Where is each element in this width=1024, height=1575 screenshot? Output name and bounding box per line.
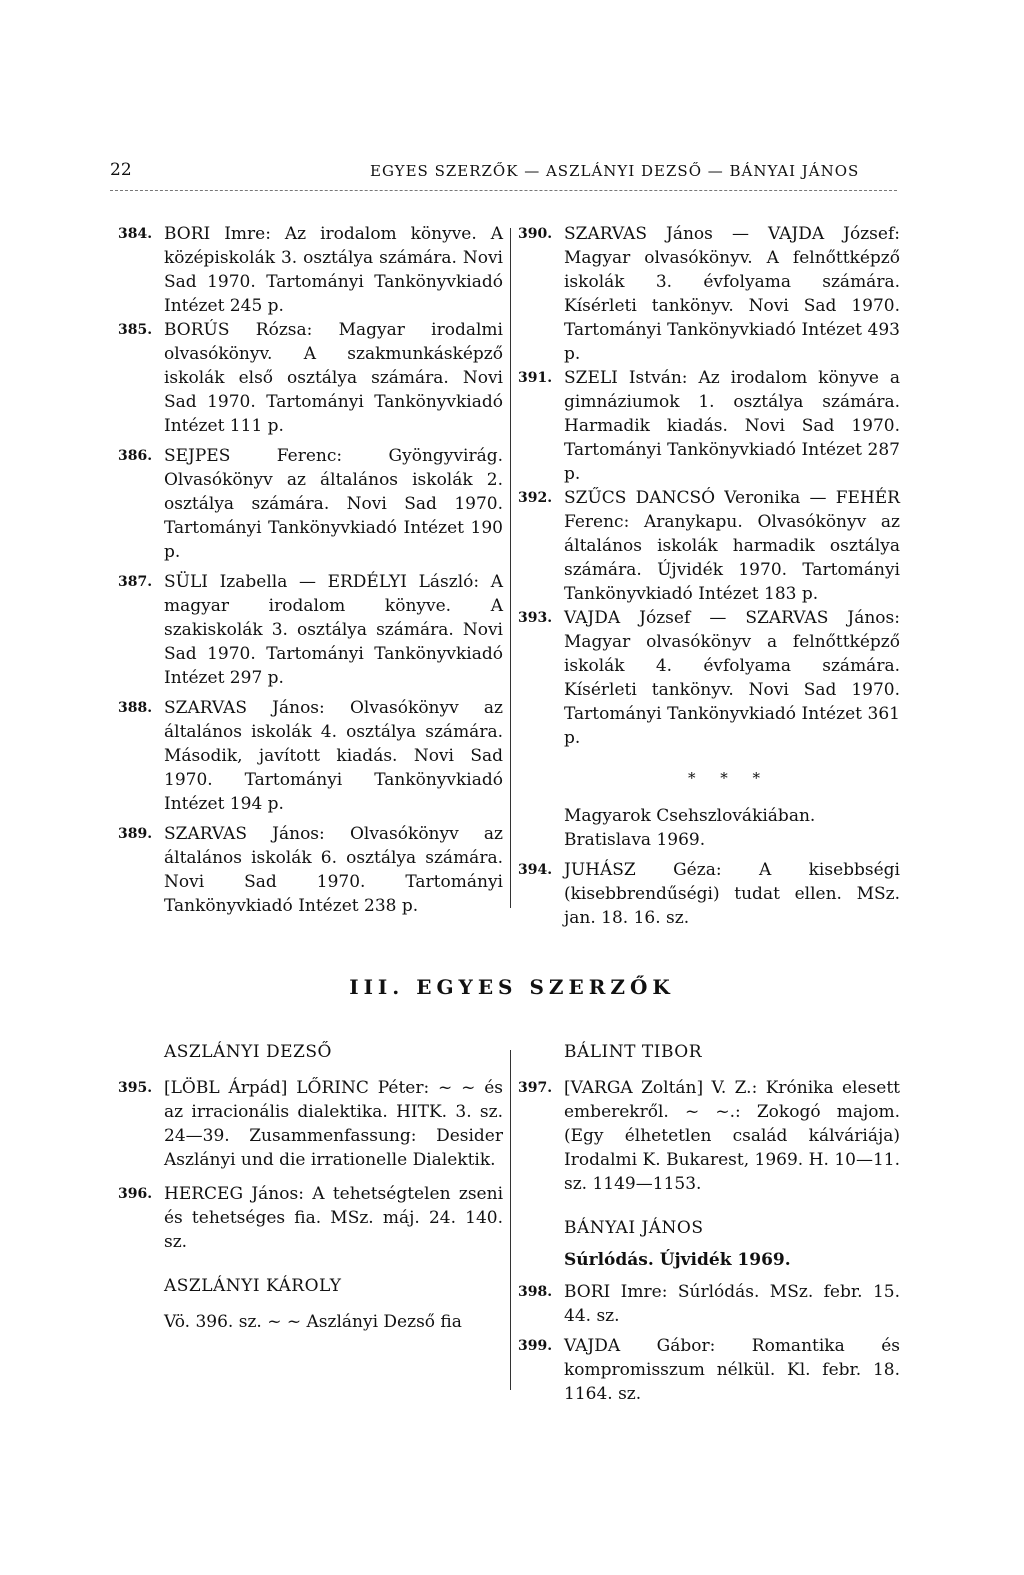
- entry-number: 385.: [118, 322, 153, 338]
- bib-entry-384: [118, 222, 503, 318]
- top-left-column: [118, 222, 503, 918]
- top-right-column: [518, 222, 900, 930]
- author-heading: ASZLÁNYI KÁROLY: [164, 1276, 342, 1296]
- author-heading: BÁLINT TIBOR: [564, 1042, 702, 1062]
- entry-number: 384.: [118, 226, 153, 242]
- entry-number: 386.: [118, 448, 153, 464]
- entry-number: 395.: [118, 1080, 153, 1096]
- entry-number: 392.: [518, 490, 553, 506]
- entry-number: 393.: [518, 610, 553, 626]
- entry-number: 389.: [118, 826, 153, 842]
- entry-text: SEJPES Ferenc: Gyöngyvirág. Olvasókönyv az általános iskolák 2. osztálya számára. Novi Sad 1970. Tartományi Tankönyvkiadó Intézet 190 p.: [164, 446, 503, 562]
- entry-number: 396.: [118, 1186, 153, 1202]
- bib-entry-390: [518, 222, 900, 366]
- section-title: III. EGYES SZERZŐK: [349, 975, 675, 999]
- entry-text: VAJDA József — SZARVAS János: Magyar olvasókönyv a felnőttképző iskolák 4. évfolyama számára. Kísérleti tankönyv. Novi Sad 1970. Tartományi Tankönyvkiadó Intézet 361 p.: [564, 608, 900, 748]
- page-number: 22: [110, 160, 132, 180]
- entry-text: BORÚS Rózsa: Magyar irodalmi olvasókönyv. A szakmunkásképző iskolák első osztálya számára. Novi Sad 1970. Tartományi Tankönyvkiadó Intézet 111 p.: [164, 320, 503, 436]
- bib-entry-394: [518, 858, 900, 930]
- entry-number: 399.: [518, 1338, 553, 1354]
- entry-number: 387.: [118, 574, 153, 590]
- entry-text: HERCEG János: A tehetségtelen zseni és tehetséges fia. MSz. máj. 24. 140. sz.: [164, 1184, 503, 1252]
- bib-entry-396: [118, 1182, 503, 1254]
- book-title: Súrlódás. Újvidék 1969.: [564, 1250, 791, 1270]
- running-title: EGYES SZERZŐK — ASZLÁNYI DEZSŐ — BÁNYAI JÁNOS: [370, 162, 860, 180]
- entry-text: SZARVAS János: Olvasókönyv az általános iskolák 6. osztálya számára. Novi Sad 1970. Tartományi Tankönyvkiadó Intézet 238 p.: [164, 824, 503, 916]
- bib-entry-398: [518, 1280, 900, 1328]
- entry-text: SZŰCS DANCSÓ Veronika — FEHÉR Ferenc: Aranykapu. Olvasókönyv az általános iskolák harmadik osztálya számára. Újvidék 1970. Tartományi Tankönyvkiadó Intézet 183 p.: [564, 488, 900, 604]
- entry-text: SÜLI Izabella — ERDÉLYI László: A magyar irodalom könyve. A szakiskolák 3. osztálya számára. Novi Sad 1970. Tartományi Tankönyvkiadó Intézet 297 p.: [164, 572, 503, 688]
- bib-entry-389: [118, 822, 503, 918]
- separator-stars: * * *: [687, 769, 771, 787]
- bib-entry-392: [518, 486, 900, 606]
- entry-text: JUHÁSZ Géza: A kisebbségi (kisebbrendűségi) tudat ellen. MSz. jan. 18. 16. sz.: [564, 860, 900, 928]
- entry-text: [LÖBL Árpád] LŐRINC Péter: ~ ~ és az irracionális dialektika. HITK. 3. sz. 24—39. Zusammenfassung: Desider Aszlányi und die irrationelle Dialektik.: [164, 1078, 503, 1170]
- header-rule: [110, 190, 897, 191]
- entry-number: 394.: [518, 862, 553, 878]
- bib-entry-387: [118, 570, 503, 690]
- bib-entry-391: [518, 366, 900, 486]
- cross-reference-note: Vö. 396. sz. ~ ~ Aszlányi Dezső fia: [164, 1312, 462, 1332]
- bottom-right-column: [518, 1040, 900, 1406]
- bib-entry-393: [518, 606, 900, 750]
- subheading-text: Magyarok Csehszlovákiában. Bratislava 1969.: [564, 806, 816, 850]
- author-heading: ASZLÁNYI DEZSŐ: [164, 1042, 332, 1062]
- bib-entry-388: [118, 696, 503, 816]
- entry-text: VAJDA Gábor: Romantika és kompromisszum nélkül. Kl. febr. 18. 1164. sz.: [564, 1336, 900, 1404]
- bib-entry-395: [118, 1076, 503, 1172]
- entry-text: SZELI István: Az irodalom könyve a gimnáziumok 1. osztálya számára. Harmadik kiadás. Novi Sad 1970. Tartományi Tankönyvkiadó Intézet 287 p.: [564, 368, 900, 484]
- entry-text: BORI Imre: Az irodalom könyve. A középiskolák 3. osztálya számára. Novi Sad 1970. Tartományi Tankönyvkiadó Intézet 245 p.: [164, 224, 503, 316]
- bib-entry-386: [118, 444, 503, 564]
- bottom-left-column: [118, 1040, 503, 1334]
- entry-text: SZARVAS János: Olvasókönyv az általános iskolák 4. osztálya számára. Második, javított kiadás. Novi Sad 1970. Tartományi Tankönyvkiadó Intézet 194 p.: [164, 698, 503, 814]
- entry-text: [VARGA Zoltán] V. Z.: Krónika elesett emberekről. ~ ~.: Zokogó majom. (Egy élhetetlen család kálváriája) Irodalmi K. Bukarest, 1969. H. 10—11. sz. 1149—1153.: [564, 1078, 900, 1194]
- entry-number: 391.: [518, 370, 553, 386]
- column-divider-top: [510, 228, 511, 908]
- entry-number: 388.: [118, 700, 153, 716]
- entry-number: 390.: [518, 226, 553, 242]
- bib-entry-397: [518, 1076, 900, 1196]
- entry-text: BORI Imre: Súrlódás. MSz. febr. 15. 44. sz.: [564, 1282, 900, 1326]
- author-heading: BÁNYAI JÁNOS: [564, 1218, 704, 1238]
- bib-entry-399: [518, 1334, 900, 1406]
- entry-number: 397.: [518, 1080, 553, 1096]
- entry-text: SZARVAS János — VAJDA József: Magyar olvasókönyv. A felnőttképző iskolák 3. évfolyama számára. Kísérleti tankönyv. Novi Sad 1970. Tartományi Tankönyvkiadó Intézet 493 p.: [564, 224, 900, 364]
- column-divider-bottom: [510, 1050, 511, 1390]
- bib-entry-385: [118, 318, 503, 438]
- entry-number: 398.: [518, 1284, 553, 1300]
